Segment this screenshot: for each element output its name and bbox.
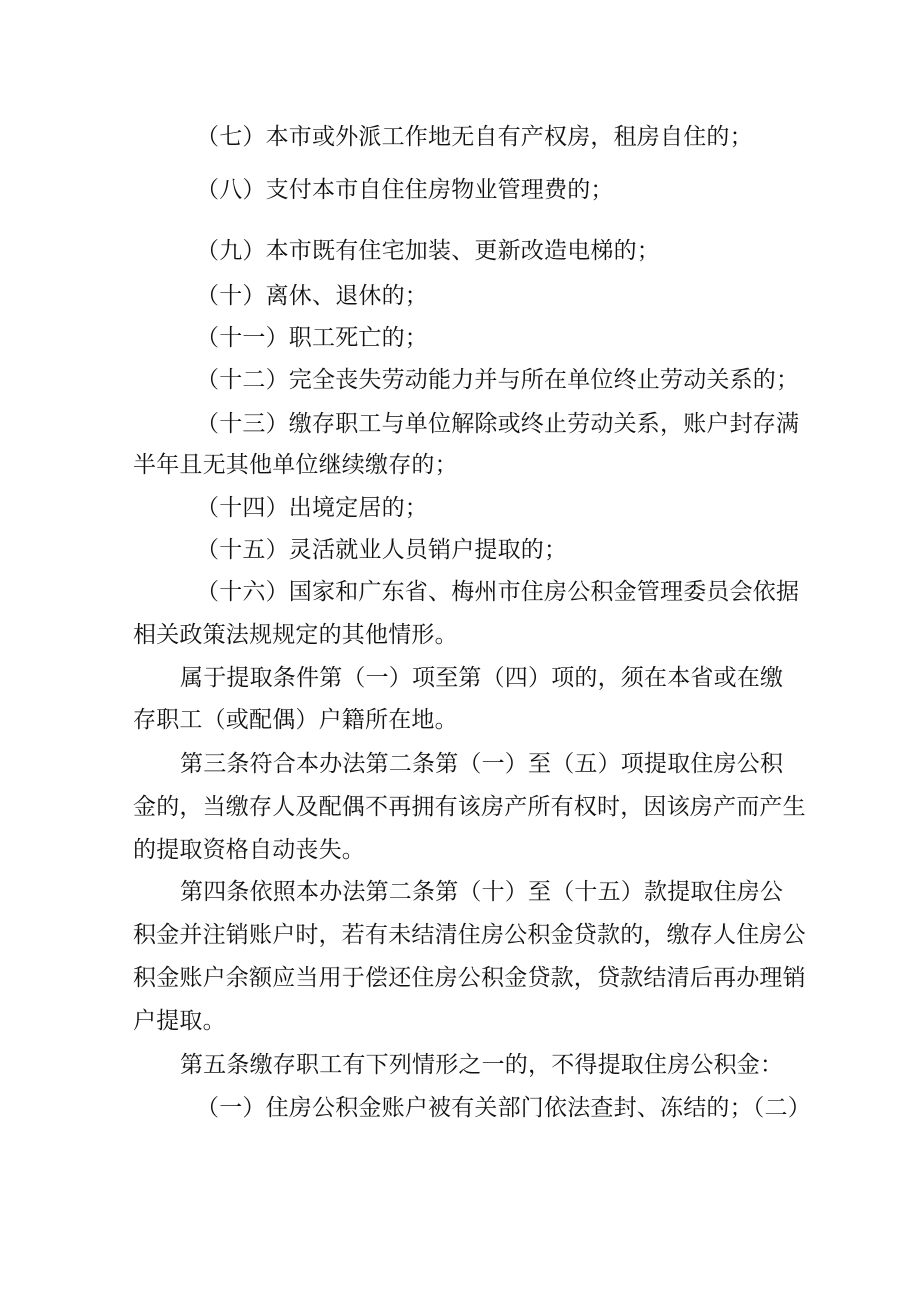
text-line: （十三）缴存职工与单位解除或终止劳动关系，账户封存满 [196, 411, 800, 437]
text-line: （十二）完全丧失劳动能力并与所在单位终止劳动关系的； [196, 367, 800, 393]
text-line: （十六）国家和广东省、梅州市住房公积金管理委员会依据 [196, 579, 800, 605]
text-line: 属于提取条件第（一）项至第（四）项的，须在本省或在缴 [180, 665, 784, 691]
text-line: 金的，当缴存人及配偶不再拥有该房产所有权时，因该房产而产生 [133, 794, 806, 820]
text-line: （十四）出境定居的； [196, 495, 428, 521]
text-line: 第四条依照本办法第二条第（十）至（十五）款提取住房公 [180, 879, 784, 905]
text-line: （一）住房公积金账户被有关部门依法查封、冻结的；（二） [196, 1095, 811, 1121]
text-line: （八）支付本市自住住房物业管理费的； [196, 177, 614, 203]
text-line: （七）本市或外派工作地无自有产权房，租房自住的； [196, 124, 753, 150]
text-line: 半年且无其他单位继续缴存的； [133, 452, 458, 478]
text-line: （十五）灵活就业人员销户提取的； [196, 537, 568, 563]
text-line: 的提取资格自动丧失。 [133, 837, 365, 863]
text-line: 积金并注销账户时，若有未结清住房公积金贷款的，缴存人住房公 [133, 922, 806, 948]
text-line: 第五条缴存职工有下列情形之一的，不得提取住房公积金： [180, 1052, 784, 1078]
text-line: （十一）职工死亡的； [196, 325, 428, 351]
text-line: （九）本市既有住宅加装、更新改造电梯的； [196, 238, 660, 264]
text-line: 相关政策法规规定的其他情形。 [133, 622, 458, 648]
text-line: 第三条符合本办法第二条第（一）至（五）项提取住房公积 [180, 751, 784, 777]
text-line: （十）离休、退休的； [196, 283, 428, 309]
text-line: 户提取。 [133, 1008, 226, 1034]
text-line: 存职工（或配偶）户籍所在地。 [133, 707, 458, 733]
text-line: 积金账户余额应当用于偿还住房公积金贷款，贷款结清后再办理销 [133, 965, 806, 991]
